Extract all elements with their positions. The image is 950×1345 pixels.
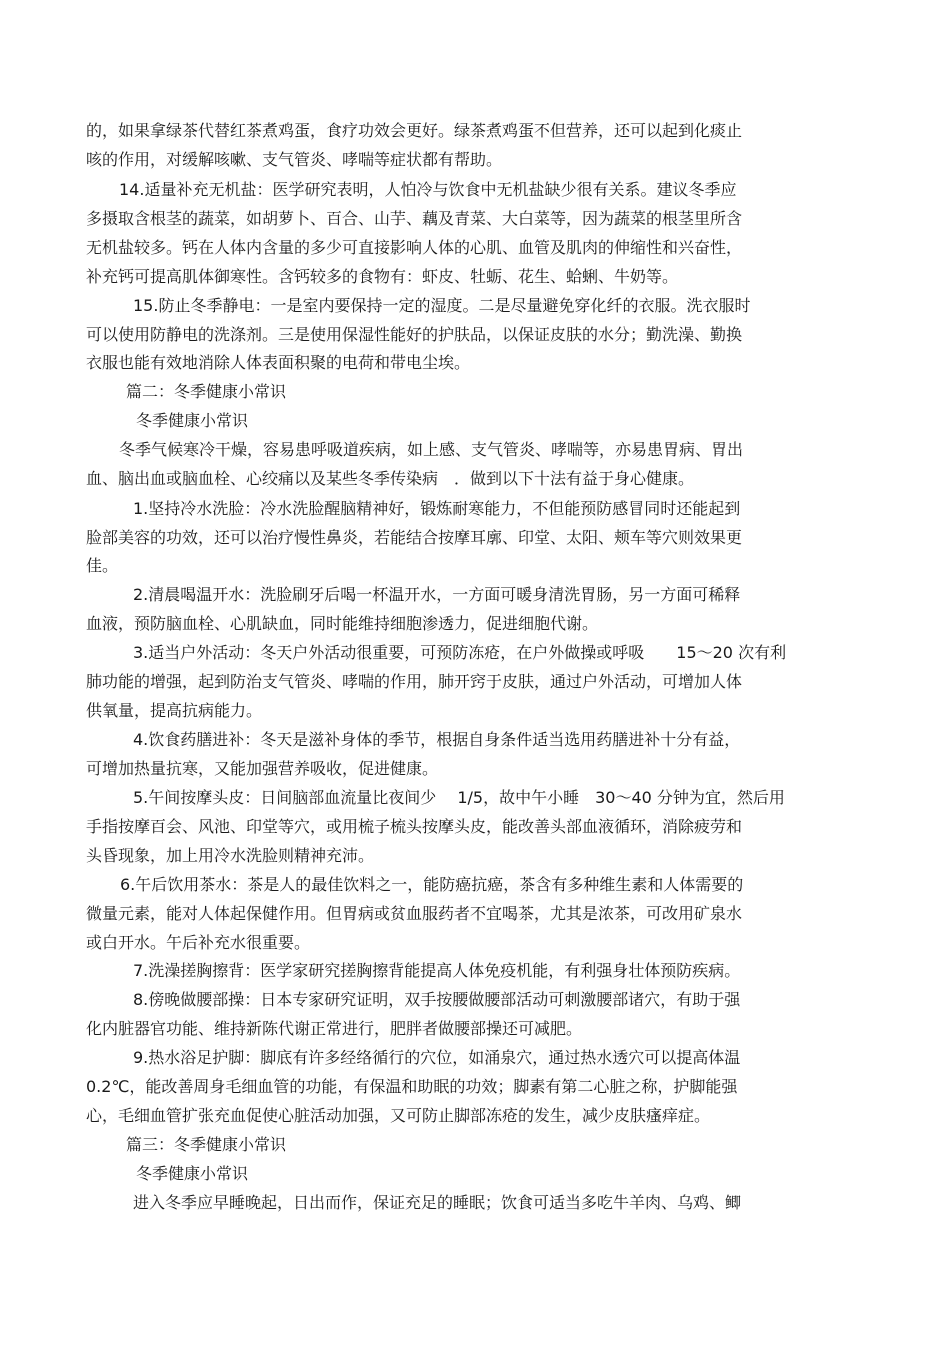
text-line: 0.2℃，能改善周身毛细血管的功能，有保温和助眠的功效；脚素有第二心脏之称，护脚能强 bbox=[86, 1077, 738, 1096]
text-line: 的，如果拿绿茶代替红茶煮鸡蛋，食疗功效会更好。绿茶煮鸡蛋不但营养，还可以起到化痰止 bbox=[86, 121, 743, 140]
text-line: 衣服也能有效地消除人体表面积聚的电荷和带电尘埃。 bbox=[86, 353, 471, 372]
section-title: 冬季健康小常识 bbox=[136, 411, 249, 430]
text-line: 血、脑出血或脑血栓、心绞痛以及某些冬季传染病 ．做到以下十法有益于身心健康。 bbox=[86, 469, 695, 488]
section-heading: 篇三：冬季健康小常识 bbox=[126, 1135, 287, 1154]
text-line: 8.傍晚做腰部操：日本专家研究证明，双手按腰做腰部活动可刺激腰部诸穴，有助于强 bbox=[133, 990, 741, 1009]
text-line: 无机盐较多。钙在人体内含量的多少可直接影响人体的心肌、血管及肌肉的伸缩性和兴奋性， bbox=[86, 238, 743, 257]
text-line: 咳的作用，对缓解咳嗽、支气管炎、哮喘等症状都有帮助。 bbox=[86, 150, 503, 169]
text-line: 或白开水。午后补充水很重要。 bbox=[86, 933, 311, 952]
text-line: 头昏现象，加上用冷水洗脸则精神充沛。 bbox=[86, 846, 375, 865]
text-line: 多摄取含根茎的蔬菜，如胡萝卜、百合、山芋、藕及青菜、大白菜等，因为蔬菜的根茎里所含 bbox=[86, 209, 743, 228]
text-line: 2.清晨喝温开水：洗脸刷牙后喝一杯温开水，一方面可暖身清洗胃肠，另一方面可稀释 bbox=[133, 585, 741, 604]
text-line: 7.洗澡搓胸擦背：医学家研究搓胸擦背能提高人体免疫机能，有利强身壮体预防疾病。 bbox=[133, 961, 741, 980]
text-line: 脸部美容的功效，还可以治疗慢性鼻炎，若能结合按摩耳廓、印堂、太阳、颊车等穴则效果更 bbox=[86, 528, 743, 547]
text-line: 心，毛细血管扩张充血促使心脏活动加强，又可防止脚部冻疮的发生，减少皮肤瘙痒症。 bbox=[86, 1106, 711, 1125]
text-line: 血液，预防脑血栓、心肌缺血，同时能维持细胞渗透力，促进细胞代谢。 bbox=[86, 614, 599, 633]
text-line: 3.适当户外活动：冬天户外活动很重要，可预防冻疮，在户外做操或呼吸 15～20 次有利 bbox=[133, 643, 787, 662]
text-line: 手指按摩百会、风池、印堂等穴，或用梳子梳头按摩头皮，能改善头部血液循环，消除疲劳和 bbox=[86, 817, 743, 836]
text-line: 1.坚持冷水洗脸：冷水洗脸醒脑精神好，锻炼耐寒能力，不但能预防感冒同时还能起到 bbox=[133, 499, 741, 518]
text-line: 可增加热量抗寒，又能加强营养吸收，促进健康。 bbox=[86, 759, 439, 778]
text-line: 进入冬季应早睡晚起，日出而作，保证充足的睡眠；饮食可适当多吃牛羊肉、乌鸡、鲫 bbox=[133, 1193, 742, 1212]
text-line: 微量元素，能对人体起保健作用。但胃病或贫血服药者不宜喝茶，尤其是浓茶，可改用矿泉水 bbox=[86, 904, 743, 923]
text-line: 补充钙可提高肌体御寒性。含钙较多的食物有：虾皮、牡蛎、花生、蛤蜊、牛奶等。 bbox=[86, 267, 679, 286]
text-line: 9.热水浴足护脚：脚底有许多经络循行的穴位，如涌泉穴，通过热水透穴可以提高体温 bbox=[133, 1048, 741, 1067]
text-line: 可以使用防静电的洗涤剂。三是使用保湿性能好的护肤品，以保证皮肤的水分；勤洗澡、勤换 bbox=[86, 325, 743, 344]
text-line: 14.适量补充无机盐：医学研究表明，人怕冷与饮食中无机盐缺少很有关系。建议冬季应 bbox=[119, 180, 737, 199]
section-title: 冬季健康小常识 bbox=[136, 1164, 249, 1183]
text-line: 化内脏器官功能、维持新陈代谢正常进行，肥胖者做腰部操还可减肥。 bbox=[86, 1019, 583, 1038]
text-line: 佳。 bbox=[86, 556, 119, 575]
text-line: 供氧量，提高抗病能力。 bbox=[86, 701, 263, 720]
text-line: 15.防止冬季静电：一是室内要保持一定的湿度。二是尽量避免穿化纤的衣服。洗衣服时 bbox=[133, 296, 751, 315]
text-line: 冬季气候寒冷干燥，容易患呼吸道疾病，如上感、支气管炎、哮喘等，亦易患胃病、胃出 bbox=[119, 440, 744, 459]
text-line: 4.饮食药膳进补：冬天是滋补身体的季节，根据自身条件适当选用药膳进补十分有益， bbox=[133, 730, 741, 749]
text-line: 5.午间按摩头皮：日间脑部血流量比夜间少 1/5，故中午小睡 30～40 分钟为宜，然后用 bbox=[133, 788, 785, 807]
text-line: 6.午后饮用茶水：茶是人的最佳饮料之一，能防癌抗癌，茶含有多种维生素和人体需要的 bbox=[120, 875, 744, 894]
section-heading: 篇二：冬季健康小常识 bbox=[126, 382, 287, 401]
text-line: 肺功能的增强，起到防治支气管炎、哮喘的作用，肺开窍于皮肤，通过户外活动，可增加人体 bbox=[86, 672, 743, 691]
